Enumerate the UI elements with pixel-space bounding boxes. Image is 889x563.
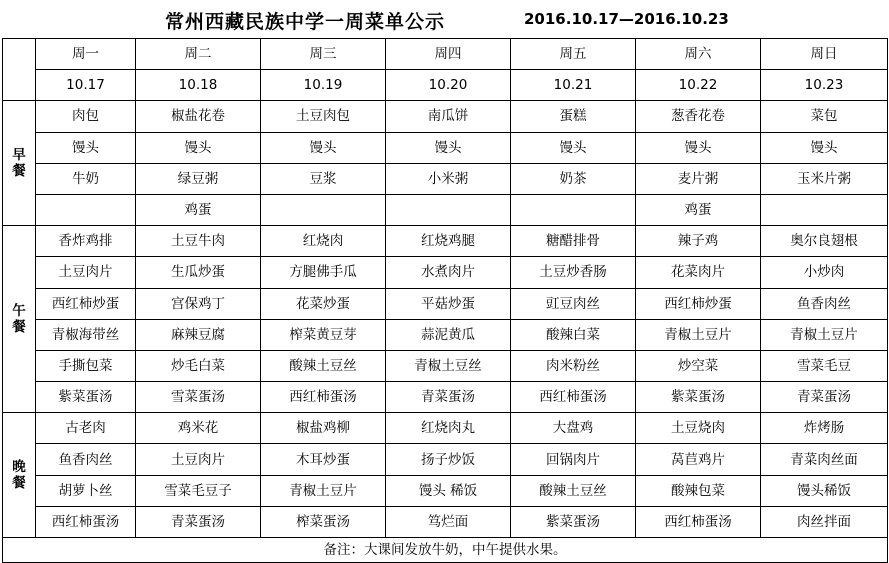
weekday-header: 周二 <box>136 39 261 70</box>
dish-cell: 莴苣鸡片 <box>636 444 761 475</box>
dish-cell: 西红柿蛋汤 <box>261 382 386 413</box>
dish-cell <box>511 194 636 225</box>
dish-cell: 肉包 <box>36 101 136 132</box>
menu-row <box>3 444 888 475</box>
dish-cell: 青菜蛋汤 <box>136 506 261 537</box>
menu-row <box>3 319 888 350</box>
dish-cell: 西红柿蛋汤 <box>511 382 636 413</box>
dish-cell: 菜包 <box>761 101 888 132</box>
dish-cell: 方腿佛手瓜 <box>261 257 386 288</box>
dish-cell: 土豆烧肉 <box>636 413 761 444</box>
date-header: 10.19 <box>261 70 386 101</box>
header-corner <box>3 39 36 101</box>
date-header: 10.21 <box>511 70 636 101</box>
dish-cell: 红烧鸡腿 <box>386 226 511 257</box>
dish-cell: 鸡蛋 <box>636 194 761 225</box>
date-header: 10.22 <box>636 70 761 101</box>
menu-row <box>3 132 888 163</box>
weekday-header: 周五 <box>511 39 636 70</box>
date-range: 2016.10.17—2016.10.23 <box>524 10 729 28</box>
dish-cell: 雪菜毛豆 <box>761 350 888 381</box>
dish-cell <box>261 194 386 225</box>
dish-cell: 红烧肉 <box>261 226 386 257</box>
weekday-header: 周六 <box>636 39 761 70</box>
dish-cell: 馒头 稀饭 <box>386 475 511 506</box>
dish-cell: 豆浆 <box>261 163 386 194</box>
dish-cell: 蒜泥黄瓜 <box>386 319 511 350</box>
date-header: 10.23 <box>761 70 888 101</box>
meal-label <box>3 101 36 226</box>
meal-label-char: 餐 <box>12 475 26 492</box>
dish-cell: 鱼香肉丝 <box>36 444 136 475</box>
dish-cell: 青椒土豆片 <box>636 319 761 350</box>
weekday-header: 周三 <box>261 39 386 70</box>
dish-cell: 花菜肉片 <box>636 257 761 288</box>
menu-row <box>3 382 888 413</box>
dish-cell: 雪菜毛豆子 <box>136 475 261 506</box>
dish-cell: 青菜肉丝面 <box>761 444 888 475</box>
dish-cell: 手撕包菜 <box>36 350 136 381</box>
dish-cell: 青菜蛋汤 <box>761 382 888 413</box>
dish-cell: 葱香花卷 <box>636 101 761 132</box>
dish-cell: 小炒肉 <box>761 257 888 288</box>
date-header: 10.18 <box>136 70 261 101</box>
page-title: 常州西藏民族中学一周菜单公示 <box>165 11 446 33</box>
weekday-header-row <box>3 39 888 70</box>
dish-cell: 馒头 <box>36 132 136 163</box>
dish-cell: 土豆肉包 <box>261 101 386 132</box>
dish-cell: 奥尔良翅根 <box>761 226 888 257</box>
dish-cell: 平菇炒蛋 <box>386 288 511 319</box>
dish-cell: 花菜炒蛋 <box>261 288 386 319</box>
dish-cell: 馒头 <box>261 132 386 163</box>
dish-cell: 辣子鸡 <box>636 226 761 257</box>
dish-cell: 肉米粉丝 <box>511 350 636 381</box>
dish-cell: 青椒海带丝 <box>36 319 136 350</box>
note-row <box>3 538 888 563</box>
dish-cell: 土豆炒香肠 <box>511 257 636 288</box>
dish-cell: 古老肉 <box>36 413 136 444</box>
dish-cell: 馒头 <box>386 132 511 163</box>
dish-cell: 鸡米花 <box>136 413 261 444</box>
dish-cell: 酸辣土豆丝 <box>261 350 386 381</box>
meal-label-char: 午 <box>12 303 26 320</box>
dish-cell: 水煮肉片 <box>386 257 511 288</box>
dish-cell <box>36 194 136 225</box>
date-header: 10.20 <box>386 70 511 101</box>
date-header-row <box>3 70 888 101</box>
dish-cell: 豇豆肉丝 <box>511 288 636 319</box>
meal-label <box>3 226 36 413</box>
dish-cell: 紫菜蛋汤 <box>511 506 636 537</box>
dish-cell: 土豆肉片 <box>136 444 261 475</box>
dish-cell: 大盘鸡 <box>511 413 636 444</box>
dish-cell: 馒头 <box>136 132 261 163</box>
dish-cell: 奶茶 <box>511 163 636 194</box>
dish-cell: 雪菜蛋汤 <box>136 382 261 413</box>
dish-cell: 酸辣土豆丝 <box>511 475 636 506</box>
meal-label-char: 晚 <box>12 459 26 476</box>
dish-cell: 酸辣白菜 <box>511 319 636 350</box>
dish-cell: 扬子炒饭 <box>386 444 511 475</box>
dish-cell: 红烧肉丸 <box>386 413 511 444</box>
dish-cell: 青椒土豆片 <box>761 319 888 350</box>
dish-cell: 青菜蛋汤 <box>386 382 511 413</box>
dish-cell: 土豆牛肉 <box>136 226 261 257</box>
dish-cell: 鱼香肉丝 <box>761 288 888 319</box>
dish-cell: 麻辣豆腐 <box>136 319 261 350</box>
menu-table <box>2 38 888 563</box>
weekday-header: 周四 <box>386 39 511 70</box>
dish-cell: 南瓜饼 <box>386 101 511 132</box>
dish-cell: 榨菜黄豆芽 <box>261 319 386 350</box>
menu-row <box>3 226 888 257</box>
dish-cell: 香炸鸡排 <box>36 226 136 257</box>
dish-cell: 回锅肉片 <box>511 444 636 475</box>
dish-cell: 炒毛白菜 <box>136 350 261 381</box>
dish-cell: 馒头稀饭 <box>761 475 888 506</box>
dish-cell: 土豆肉片 <box>36 257 136 288</box>
dish-cell: 笃烂面 <box>386 506 511 537</box>
dish-cell: 炸烤肠 <box>761 413 888 444</box>
meal-label-char: 早 <box>12 147 26 164</box>
dish-cell: 紫菜蛋汤 <box>636 382 761 413</box>
dish-cell: 榨菜蛋汤 <box>261 506 386 537</box>
dish-cell: 西红柿炒蛋 <box>636 288 761 319</box>
meal-label <box>3 413 36 538</box>
weekday-header: 周一 <box>36 39 136 70</box>
title-bar <box>0 0 889 38</box>
dish-cell: 馒头 <box>761 132 888 163</box>
menu-row <box>3 506 888 537</box>
menu-row <box>3 101 888 132</box>
dish-cell: 小米粥 <box>386 163 511 194</box>
dish-cell: 蛋糕 <box>511 101 636 132</box>
dish-cell: 炒空菜 <box>636 350 761 381</box>
meal-label-char: 餐 <box>12 163 26 180</box>
dish-cell <box>386 194 511 225</box>
menu-row <box>3 257 888 288</box>
dish-cell: 宫保鸡丁 <box>136 288 261 319</box>
dish-cell: 馒头 <box>636 132 761 163</box>
dish-cell: 麦片粥 <box>636 163 761 194</box>
dish-cell: 椒盐花卷 <box>136 101 261 132</box>
dish-cell: 青椒土豆片 <box>261 475 386 506</box>
dish-cell: 西红柿蛋汤 <box>36 506 136 537</box>
menu-row <box>3 475 888 506</box>
dish-cell: 绿豆粥 <box>136 163 261 194</box>
dish-cell: 紫菜蛋汤 <box>36 382 136 413</box>
meal-label-char: 餐 <box>12 319 26 336</box>
dish-cell: 西红柿炒蛋 <box>36 288 136 319</box>
dish-cell: 糖醋排骨 <box>511 226 636 257</box>
menu-row <box>3 413 888 444</box>
dish-cell: 青椒土豆丝 <box>386 350 511 381</box>
note-text: 备注：大课间发放牛奶，中午提供水果。 <box>3 538 888 563</box>
dish-cell: 西红柿蛋汤 <box>636 506 761 537</box>
dish-cell: 椒盐鸡柳 <box>261 413 386 444</box>
menu-row <box>3 194 888 225</box>
dish-cell: 牛奶 <box>36 163 136 194</box>
menu-row <box>3 288 888 319</box>
dish-cell: 馒头 <box>511 132 636 163</box>
dish-cell: 玉米片粥 <box>761 163 888 194</box>
dish-cell <box>761 194 888 225</box>
menu-row <box>3 163 888 194</box>
menu-row <box>3 350 888 381</box>
dish-cell: 胡萝卜丝 <box>36 475 136 506</box>
dish-cell: 鸡蛋 <box>136 194 261 225</box>
dish-cell: 酸辣包菜 <box>636 475 761 506</box>
date-header: 10.17 <box>36 70 136 101</box>
weekday-header: 周日 <box>761 39 888 70</box>
dish-cell: 肉丝拌面 <box>761 506 888 537</box>
dish-cell: 生瓜炒蛋 <box>136 257 261 288</box>
dish-cell: 木耳炒蛋 <box>261 444 386 475</box>
